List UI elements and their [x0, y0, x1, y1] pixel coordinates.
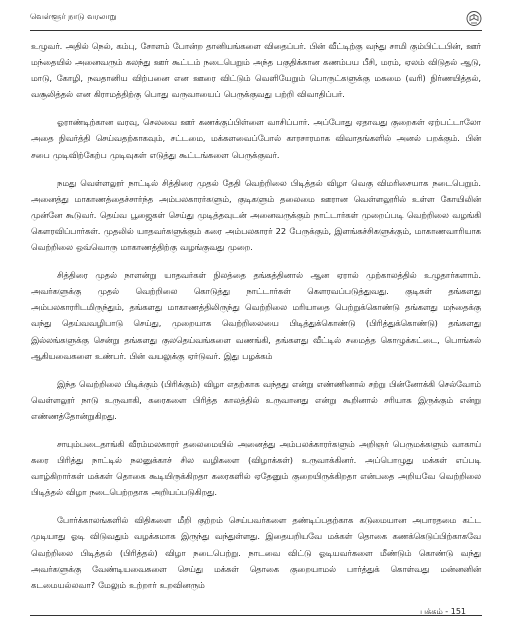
page-footer [30, 607, 482, 616]
paragraph: போர்க்காலங்களில் விதிகளை மீறி குற்றம் செய்பவர்களை தண்டிப்பதற்காக கடுமையான அபாரதமை கட்ட முடியாது ஓடி விடுவதும் வழக்கமாக இருந்து வந்துள்ளது. இதையறியவே மக்கள் தொகை கணக்கெடுப்பிற்காகவே வெற்றிலை பிடித்தல் (பிரித்தல்) விழா நடைபெற்று. நாடவை விட்டு ஓடியவர்களை மீண்டும் கொண்டு வந்து அவர்களுக்கு வேண்டியவைகளை செய்து மக்கள் தொகை குறையாமல் பார்த்துக் கொள்வது மன்னனின் கடமையல்லவா? மேலும் உற்றார் உறவினரும் [31, 515, 481, 590]
paragraph: நமது வெள்ளலூர் நாட்டில் சித்திரை முதல் தேதி வெற்றிலை பிடித்தல் விழா வெகு விமரிசையாக நடைபெறும். அனைத்து மாகாணத்தைச்சார்ந்த அம்பலகாரர்களும், குடிகளும் தலைமை ஊரான வெள்ளலூரில் உள்ள கோயிலின் முன்னே கூடுவர். தெய்வ பூஜைகள் செய்து முடித்தவுடன் அனைவருக்கும் நாட்டார்கள் முறைப்படி வெற்றிலை வழங்கி கௌரவிப்பார்கள். முதலில் யாதவர்களுக்கும் கரை அம்பலகாரர் 22 பேருக்கும், இளங்கச்சிகளுக்கும், மாகாணவாரியாக வெற்றிலை ஒவ்வொரு மாகாணத்திற்கு வழங்குவது முறை. [31, 177, 481, 253]
body-text [31, 38, 481, 605]
paragraph: உழுவர். அதில் நெல், கம்பு, சோளம் போன்ற தானியங்களை விதைப்பர். பின் வீட்டிற்கு வந்து சாமி கும்பிட்டபின், ஊர் மந்தையில் அனைவரும் கலந்து ஊர் கூட்டம் நடைபெறும் அந்த பகுதிக்கான கணம்பய பீசி, மரம், ஏலம் விடுதல் ஆடு, மாடு, கோழி, நவதானிய விற்பனை என ஊரை விட்டும் வெளியேறும் பொருட்களுக்கு மகமை (வரி) நிர்ணயித்தல், வசூலித்தல் என கிராமத்திற்கு பொது வருவாயைப் பெருக்குவது பற்றி விவாதிப்பர். [31, 41, 481, 100]
paragraph: ஓராண்டிற்கான வரவு, செலவை ஊர் கணக்குப்பிள்ளை வாசிப்பார். அப்போது ஏதாவது குறைகள் ஏற்பட்டாலோ அதை நிவர்த்தி செய்வதற்காகவும், சட்டமை, மக்களவைப்போல் காரசாரமாக விவாதங்களில் அனல் பறக்கும். பின் சபை முடிவிற்கேற்ப முடிவுகள் எடுத்து கூட்டங்களை பெருக்குவர். [31, 117, 481, 160]
page-number: பக்கம் - 151 [420, 607, 466, 616]
running-header [30, 10, 482, 28]
paragraph: இந்த வெற்றிலை பிடிக்கும் (பிரிக்கும்) விழா எதற்காக வந்தது என்று எண்ணினால் சற்று பின்னோக்கி செல்வோம் வெள்ளலூர் நாடு உருவாகி, கரைகளை பிரித்த காலத்தில் உருவானது என்று கூறினால் சரியாக இருக்கும் என்று எண்ணத்தோன்றுகிறது. [31, 378, 481, 421]
paragraph: சித்திரை முதல் நாளன்று யாதவர்கள் நிலத்தை தங்கத்தினால் ஆன ஏரால் முற்காலத்தில் உழுதார்களாம். அவர்களுக்கு முதல் வெற்றிலை கொடுத்து நாட்டார்கள் கௌரவப்படுத்துவது. குடிகள் தங்களது அம்பலகாரரிடமிருந்தும், தங்களது மாகாணத்திலிருந்து வெற்றிலை மரியாதை பெற்றுக்கொண்டு தங்களது மந்தைக்கு வந்து தெய்வவழிபாடு செய்து, முறையாக வெற்றிலையை பிடித்துக்கொண்டு (பிரித்துக்கொண்டு) தங்களது இல்லங்களுக்கு சென்று தங்களது குலதெய்வங்களை வணங்கி, தங்களது வீட்டில் சமைத்த கொழுக்கட்டை, பொங்கல் ஆகியவைகளை உண்பர். பின் வயலுக்கு ஏர்டுவர். இது பழக்கம் [31, 270, 481, 361]
footer-divider [30, 615, 482, 616]
book-seal-icon [466, 10, 482, 27]
running-header-title: வெள்ளூர் நாடு வரலாறு [30, 12, 117, 21]
paragraph: சாயும்படைதாங்கி வீரம்மலகாரர் தலைமையில் அனைத்து அம்பலக்காரர்களும் அறிஞர் பெருமக்களும் வாகாய் கரை பிரித்து நாட்டில் நலனுக்காச் சில வழிகளை (விழாக்கள்) உருவாக்கினர். அப்பொழுது மக்கள் எப்படி வாழ்கிறார்கள் மக்கள் தொகை கூடியிருக்கிறதா கரைகளில் ஏதேனும் குறையிருக்கிறதா என்பதை அறியவே வெற்றிலை பிடித்தல் விழா நடைபெற்றதாக அறியப்படுகிறது. [31, 438, 481, 498]
header-divider [30, 30, 482, 31]
